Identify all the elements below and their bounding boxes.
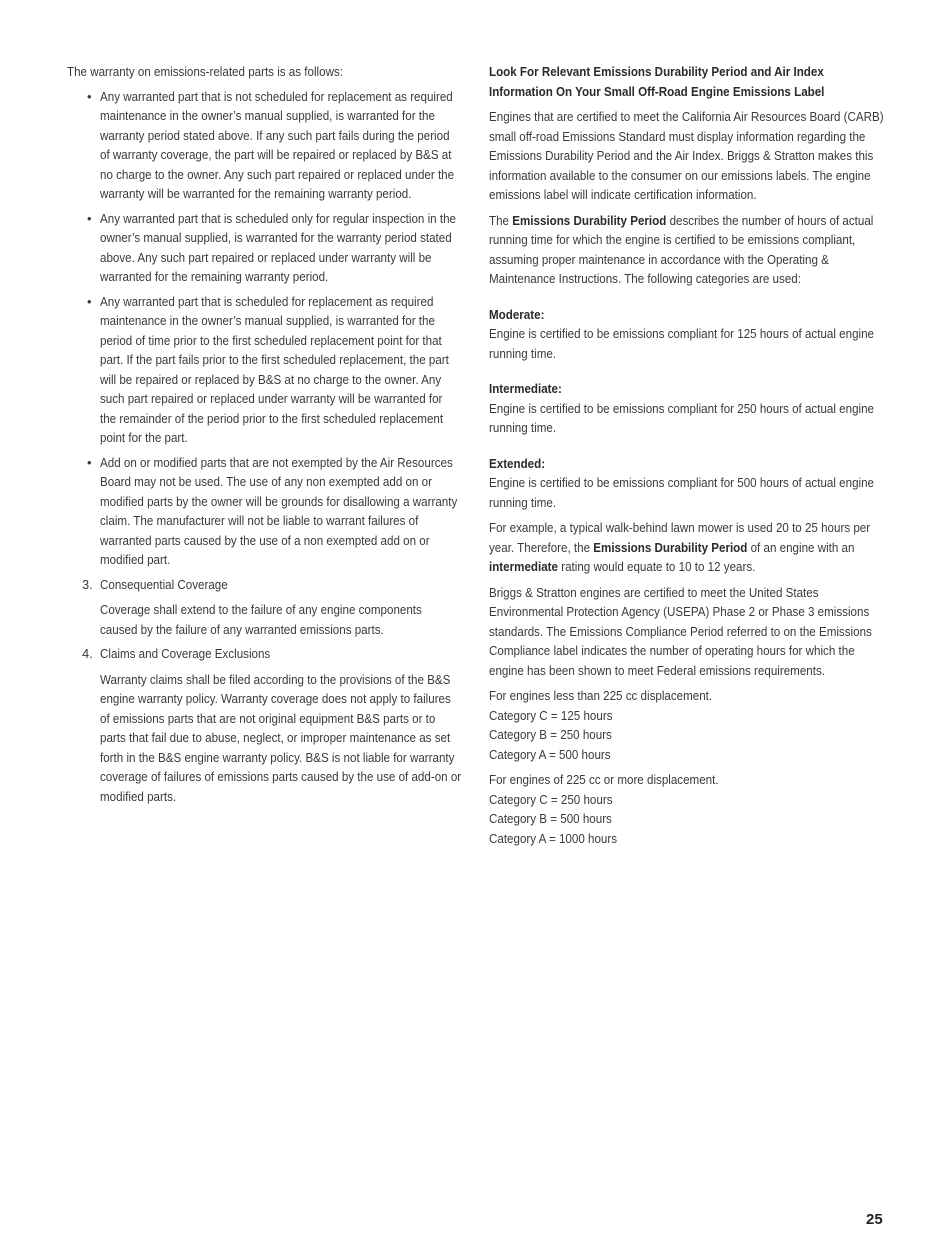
example-paragraph: For example, a typical walk-behind lawn mower is used 20 to 25 hours per year. Therefore, the Emissions Durability Period of an engine with an intermediate rating would equate to 10 to 12 years. xyxy=(489,520,871,574)
category-line: Category A = 1000 hours xyxy=(489,830,618,846)
page-number: 25 xyxy=(866,1211,883,1228)
warranty-bullet-list xyxy=(67,87,462,570)
categories-title: For engines of 225 cc or more displacement. xyxy=(489,772,719,787)
small-engine-categories xyxy=(489,686,889,764)
list-item xyxy=(67,292,462,448)
bullet-icon: • xyxy=(87,88,92,104)
moderate-text: Engine is certified to be emissions compliant for 125 hours of actual engine running time. xyxy=(489,326,875,361)
bullet-icon: • xyxy=(87,293,92,309)
category-line: Category B = 500 hours xyxy=(489,811,612,826)
intermediate-heading: Intermediate: xyxy=(489,381,562,396)
category-line: Category B = 250 hours xyxy=(489,727,612,742)
categories-title: For engines less than 225 cc displacement. xyxy=(489,688,713,703)
heading-line-2: Information On Your Small Off-Road Engine Emissions Label xyxy=(489,83,825,99)
item-number: 3. xyxy=(82,576,93,592)
list-item xyxy=(67,209,462,287)
list-item xyxy=(67,87,462,204)
list-item xyxy=(67,453,462,570)
claims-exclusions-section xyxy=(67,644,462,806)
section-title: Claims and Coverage Exclusions xyxy=(100,646,271,661)
bullet-text: Any warranted part that is scheduled for replacement as required maintenance in the owner’s manual supplied, is warranted for the period of time prior to the first scheduled replacement point for that part. If the part fails prior to the first scheduled replacement, the part will be repaired or replaced by B&S at no charge to the owner. Any such part repaired or replaced under warranty will be warranted for the remainder of the period prior to the first scheduled replacement point for the part. xyxy=(100,293,449,445)
durability-paragraph: The Emissions Durability Period describes the number of hours of actual running time for which the engine is certified to be emissions compliant, assuming proper maintenance in accordance with the Operating & Maintenance Instructions. The following categories are used: xyxy=(489,212,874,286)
extended-heading: Extended: xyxy=(489,455,546,471)
bullet-icon: • xyxy=(87,454,92,470)
section-body: Warranty claims shall be filed according to the provisions of the B&S engine warranty policy. Warranty coverage does not apply to failures of emissions parts that are not original equipment B&S parts or to parts that fail due to abuse, neglect, or improper maintenance as set forth in the B&S engine warranty policy. B&S is not liable for warranty coverage of failures of emissions parts caused by the use of add-on or modified parts. xyxy=(100,671,462,804)
left-column xyxy=(67,62,462,806)
carb-paragraph: Engines that are certified to meet the California Air Resources Board (CARB) small off-road Emissions Standard must display information regarding the Emissions Durability Period and the Air Index. Briggs & Stratton makes this information available to the consumer on our emissions labels. The engine emissions label will indicate certification information. xyxy=(489,109,884,202)
emphasis-text: Emissions Durability Period xyxy=(512,212,667,228)
emphasis-text: intermediate xyxy=(489,559,558,574)
extended-text: Engine is certified to be emissions compliant for 500 hours of actual engine running time. xyxy=(489,475,875,510)
intro-text: The warranty on emissions-related parts is as follows: xyxy=(67,64,343,79)
section-body: Coverage shall extend to the failure of any engine components caused by the failure of any warranted emissions parts. xyxy=(100,602,422,637)
large-engine-categories xyxy=(489,770,889,848)
category-line: Category C = 250 hours xyxy=(489,791,613,807)
item-number: 4. xyxy=(82,646,93,661)
heading-line-1: Look For Relevant Emissions Durability Period and Air Index xyxy=(489,64,824,79)
consequential-coverage-section xyxy=(67,575,462,640)
section-title: Consequential Coverage xyxy=(100,576,228,592)
intermediate-text: Engine is certified to be emissions compliant for 250 hours of actual engine running time. xyxy=(489,400,875,435)
category-line: Category A = 500 hours xyxy=(489,746,611,762)
bullet-text: Any warranted part that is not scheduled for replacement as required maintenance in the owner’s manual supplied, is warranted for the warranty period stated above. If any such part fails during the period of warranty coverage, the part will be repaired or replaced by B&S at no charge to the owner. Any such part repaired or replaced under the warranty will be warranted for the remaining warranty period. xyxy=(100,88,455,201)
bullet-text: Any warranted part that is scheduled only for regular inspection in the owner’s manual supplied, is warranted for the warranty period stated above. Any such part repaired or replaced under warranty will be warranted for the remaining warranty period. xyxy=(100,210,456,284)
bullet-text: Add on or modified parts that are not exempted by the Air Resources Board may not be used. The use of any non exempted add on or modified parts by the owner will be grounds for disallowing a warranty claim. The manufacturer will not be liable to warrant failures of warranted parts caused by the use of a non exempted add on or modified part. xyxy=(100,454,458,567)
usepa-paragraph: Briggs & Stratton engines are certified to meet the United States Environmental Protection Agency (USEPA) Phase 2 or Phase 3 emissions standards. The Emissions Compliance Period referred to on the Emissions Compliance label indicates the number of operating hours for which the engine has been shown to meet Federal emissions requirements. xyxy=(489,584,872,678)
moderate-heading: Moderate: xyxy=(489,306,545,322)
category-line: Category C = 125 hours xyxy=(489,707,613,723)
right-column xyxy=(489,62,889,848)
bullet-icon: • xyxy=(87,210,92,226)
emphasis-text: Emissions Durability Period xyxy=(593,539,748,555)
